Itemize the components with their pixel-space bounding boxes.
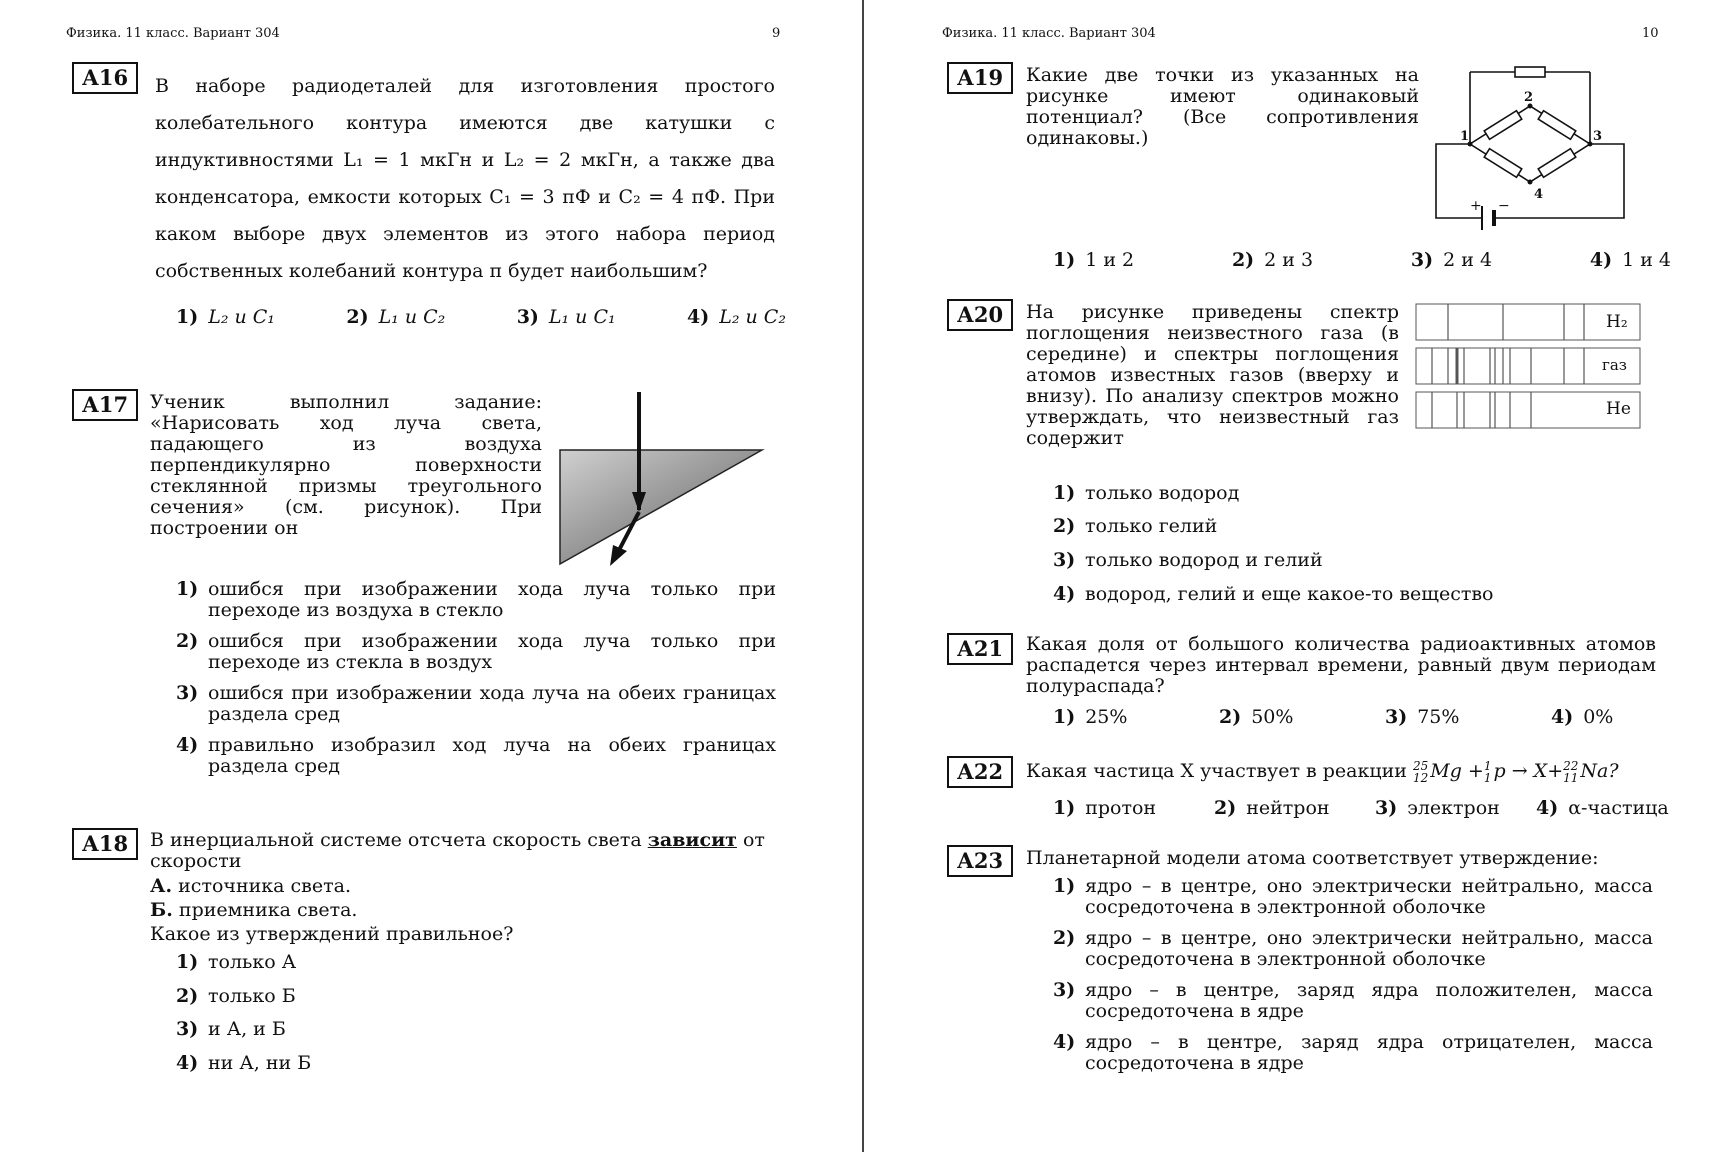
option-a19-2[interactable]: 2) 2 и 3 (1231, 249, 1314, 271)
battery-plus-sign: + (1470, 198, 1482, 214)
right-page (864, 0, 1725, 1152)
option-a17-2[interactable]: 2) ошибся при изображении хода луча только при переходе из стекла в воздух (176, 630, 776, 673)
nuclear-reaction-formula: 25 12 Mg +1 1 p → X+22 11 Na? (1412, 759, 1619, 785)
option-a22-4[interactable]: 4) α-частица (1536, 797, 1669, 819)
bridge-wires (1470, 106, 1590, 182)
point-2-label: 2 (1524, 90, 1534, 105)
question-label-a19: А19 (947, 62, 1013, 94)
options-a19 (1053, 249, 1671, 271)
spectrum-label-h2: H₂ (1606, 312, 1628, 332)
question-label-a17: А17 (72, 389, 138, 421)
point-1-label: 1 (1460, 129, 1470, 144)
option-a22-1[interactable]: 1) протон (1053, 797, 1157, 819)
option-a17-3[interactable]: 3) ошибся при изображении хода луча на обеих границах раздела сред (176, 682, 776, 725)
battery-minus-sign: − (1498, 198, 1510, 214)
question-text-a23: Планетарной модели атома соответствует утверждение: (1026, 847, 1599, 869)
option-a17-1[interactable]: 1) ошибся при изображении хода луча только при переходе из воздуха в стекло (176, 578, 776, 621)
spectrum-label-he: He (1606, 399, 1631, 419)
option-a16-2[interactable]: 2) L₁ и C₂ (346, 306, 446, 328)
glass-prism (560, 450, 762, 564)
resistor-1-4 (1484, 149, 1522, 178)
resistor-2-3 (1538, 111, 1576, 140)
option-a23-1[interactable]: 1) ядро – в центре, оно электрически нейтрально, масса сосредоточена в электронной оболочке (1053, 875, 1653, 918)
statement-a: А. источника света. (150, 875, 351, 897)
question-text-a22: Какая частица X участвует в реакции 25 12 Mg +1 1 p → X+22 11 Na? (1026, 759, 1619, 785)
option-a18-2[interactable]: 2) только Б (176, 985, 296, 1007)
option-a23-4[interactable]: 4) ядро – в центре, заряд ядра отрицателен, масса сосредоточена в ядре (1053, 1031, 1653, 1074)
point-4-label: 4 (1534, 187, 1544, 202)
option-a22-3[interactable]: 3) электрон (1375, 797, 1500, 819)
option-a20-2[interactable]: 2) только гелий (1053, 515, 1218, 537)
question-label-a20: А20 (947, 299, 1013, 331)
option-a16-1[interactable]: 1) L₂ и C₁ (176, 306, 275, 328)
option-a18-4[interactable]: 4) ни А, ни Б (176, 1052, 312, 1074)
options-a21 (1053, 706, 1671, 728)
resistor-4-3 (1538, 149, 1576, 178)
refracted-ray-arrowhead (610, 545, 627, 566)
page-number: 10 (1642, 26, 1659, 41)
option-a22-2[interactable]: 2) нейтрон (1214, 797, 1330, 819)
emphasis-depends: зависит (647, 829, 737, 851)
point-3-label: 3 (1593, 129, 1603, 144)
option-a21-4[interactable]: 4) 0% (1551, 706, 1614, 728)
option-a19-4[interactable]: 4) 1 и 4 (1589, 249, 1671, 271)
option-a18-1[interactable]: 1) только А (176, 951, 297, 973)
option-a16-3[interactable]: 3) L₁ и C₁ (516, 306, 616, 328)
left-page (0, 0, 862, 1152)
question-a18-prompt: Какое из утверждений правильное? (150, 923, 514, 945)
question-text-a20: На рисунке приведены спектр поглощения неизвестного газа (в середине) и спектры поглощения атомов известных газов (вверху и внизу). По анализу спектров можно утверждать, что неизвестный газ содержит (1026, 301, 1399, 449)
question-label-a18: А18 (72, 828, 138, 860)
question-label-a23: А23 (947, 845, 1013, 877)
options-a22 (1053, 797, 1671, 819)
question-label-a22: А22 (947, 756, 1013, 788)
question-label-a21: А21 (947, 633, 1013, 665)
page-number: 9 (772, 26, 781, 41)
option-a19-3[interactable]: 3) 2 и 4 (1410, 249, 1493, 271)
question-text-a16: В наборе радиодеталей для изготовления простого колебательного контура имеются две катушки с индуктивностями L₁ = 1 мкГн и L₂ = 2 мкГн, а также два конденсатора, емкости которых C₁ = 3 пФ и C₂ = 4 пФ. При каком выборе двух элементов из этого набора период собственных колебаний контура п будет наибольшим? (155, 75, 775, 282)
option-a23-2[interactable]: 2) ядро – в центре, оно электрически нейтрально, масса сосредоточена в электронной оболочке (1053, 927, 1653, 970)
option-a21-2[interactable]: 2) 50% (1219, 706, 1294, 728)
option-a16-4[interactable]: 4) L₂ и C₂ (687, 306, 786, 328)
page-header: Физика. 11 класс. Вариант 304 (66, 26, 280, 41)
options-a16 (176, 306, 786, 328)
option-a18-3[interactable]: 3) и А, и Б (176, 1018, 286, 1040)
option-a20-3[interactable]: 3) только водород и гелий (1053, 549, 1323, 571)
question-text-a21: Какая доля от большого количества радиоактивных атомов распадется через интервал времени, равный двум периодам полураспада? (1026, 633, 1656, 697)
question-text-a19: Какие две точки из указанных на рисунке имеют одинаковый потенциал? (Все сопротивления одинаковы.) (1026, 64, 1419, 149)
option-a20-1[interactable]: 1) только водород (1053, 482, 1240, 504)
question-label-a16: А16 (72, 62, 138, 94)
page-header: Физика. 11 класс. Вариант 304 (942, 26, 1156, 41)
statement-b: Б. приемника света. (150, 899, 358, 921)
question-text-a18: В инерциальной системе отсчета скорость света зависит от скорости (150, 829, 765, 872)
spectrum-label-gas: газ (1602, 356, 1627, 374)
question-text-a17: Ученик выполнил задание: «Нарисовать ход луча света, падающего из воздуха перпендикулярно поверхности стеклянной призмы треугольного сечения» (см. рисунок). При построении он (150, 391, 542, 539)
resistor-top (1515, 67, 1545, 77)
option-a19-1[interactable]: 1) 1 и 2 (1053, 249, 1135, 271)
option-a17-4[interactable]: 4) правильно изобразил ход луча на обеих границах раздела сред (176, 734, 776, 777)
option-a20-4[interactable]: 4) водород, гелий и еще какое-то вещество (1053, 583, 1494, 605)
option-a21-1[interactable]: 1) 25% (1053, 706, 1128, 728)
circuit-diagram (1430, 58, 1658, 244)
prism-diagram (555, 388, 775, 568)
option-a23-3[interactable]: 3) ядро – в центре, заряд ядра положителен, масса сосредоточена в ядре (1053, 979, 1653, 1022)
resistor-1-2 (1484, 111, 1522, 140)
option-a21-3[interactable]: 3) 75% (1385, 706, 1460, 728)
